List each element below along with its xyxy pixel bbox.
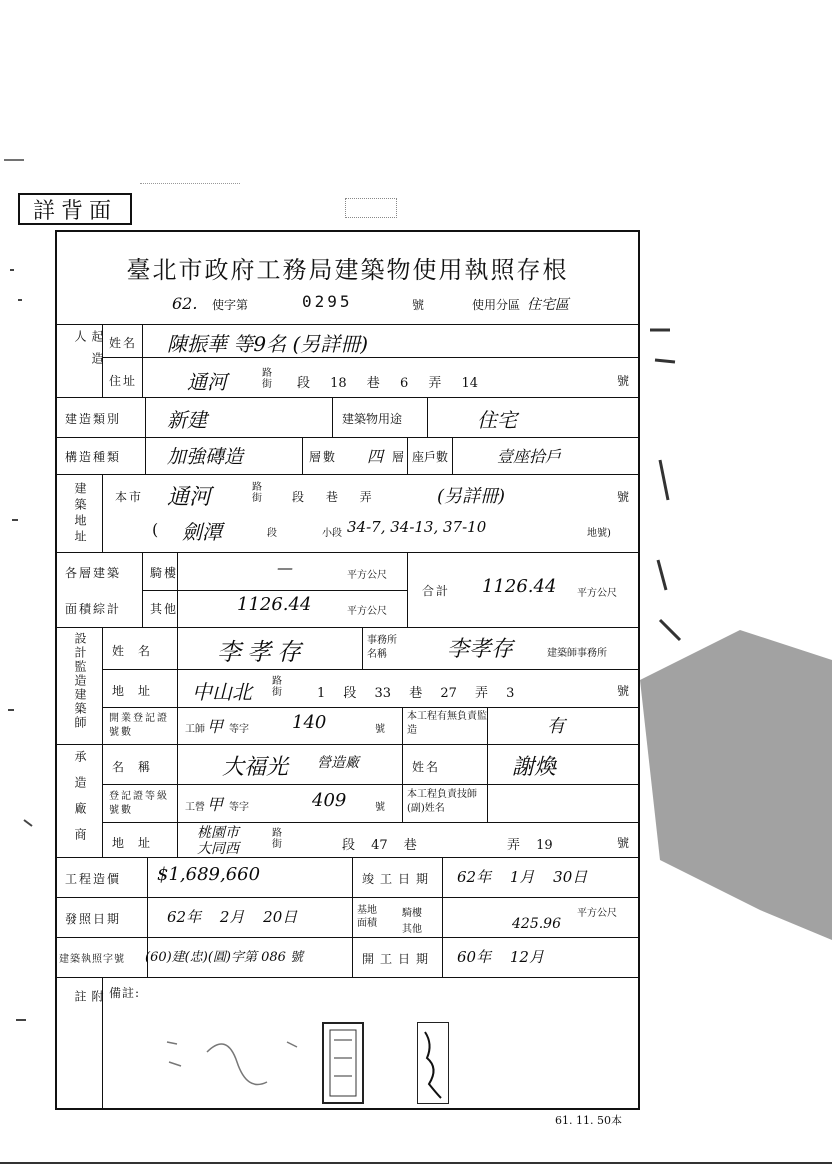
- contractor-addr-label: 地址: [112, 836, 165, 850]
- area-total-unit: 平方公尺: [577, 588, 617, 599]
- scan-noise: [140, 183, 240, 186]
- building-use-value: 住宅: [477, 408, 517, 432]
- signature-box: [417, 1022, 449, 1104]
- contractor-reg-label: 登記證等級號數: [109, 791, 169, 816]
- architect-office-value: 李孝存: [447, 637, 514, 662]
- scribble-marks: [157, 1022, 317, 1104]
- floor-unit: 層: [392, 450, 407, 464]
- base-area-label: 基地面積: [357, 905, 377, 929]
- site-section-label: 建築地址: [73, 482, 87, 546]
- structure-value: 加強磚造: [167, 446, 244, 468]
- site-street: 通河: [167, 485, 212, 510]
- building-use-label: 建築物用途: [342, 412, 403, 426]
- owner-addr-end: 號: [617, 374, 632, 388]
- page-bottom-rule: [0, 1162, 832, 1164]
- contractor-tech-label: 本工程負責技師(副)姓名: [407, 789, 477, 814]
- remarks-label: 備註:: [109, 986, 141, 1000]
- adjacent-page-smudge: [600, 300, 832, 1100]
- contractor-reg-grade: 甲: [207, 795, 224, 814]
- contractor-reg-no: 409: [312, 790, 347, 811]
- structure-label: 構造種類: [65, 450, 122, 464]
- units-label: 座戶數: [412, 450, 449, 464]
- area-total-label: 合計: [422, 584, 451, 598]
- license-form: [55, 230, 640, 1110]
- architect-section-label: 設計監造建築師: [73, 632, 87, 730]
- contractor-reg-word: 等字: [229, 802, 249, 813]
- architect-addr-label: 地址: [112, 684, 165, 698]
- site-duan: 段: [267, 528, 277, 539]
- contractor-name-label: 名稱: [112, 760, 165, 774]
- architect-addr-end: 號: [617, 684, 632, 698]
- architect-supervise-value: 有: [547, 716, 565, 737]
- site-road-street: 路 街: [252, 482, 262, 504]
- completion-label: 竣工日期: [362, 872, 435, 886]
- contractor-road-street: 路 街: [272, 828, 282, 850]
- issue-date-value: 62年 2月 20日: [167, 908, 298, 926]
- cost-label: 工程造價: [65, 872, 122, 886]
- license-number: 0295: [302, 292, 353, 311]
- contractor-reg-prefix: 工營: [185, 802, 205, 813]
- base-other-label: 其他: [402, 924, 422, 935]
- area-label-1: 各層建築: [65, 566, 122, 580]
- architect-reg-label: 開業登記證號數: [109, 713, 169, 738]
- architect-office-suffix: 建築師事務所: [547, 648, 607, 659]
- base-arcade-label: 騎樓: [402, 908, 422, 919]
- site-sub-open: (: [152, 520, 159, 539]
- site-small-sec: 小段: [322, 528, 342, 539]
- site-end: 號: [617, 490, 632, 504]
- smudge-graphic: [600, 300, 832, 1100]
- architect-name-value: 李孝存: [217, 638, 307, 666]
- owner-name-label: 姓名: [109, 336, 138, 350]
- start-date-value: 60年 12月: [457, 948, 544, 966]
- permit-value: (60)建(忠)(圓)字第 086 號: [145, 950, 304, 965]
- site-note: (另詳冊): [437, 486, 506, 507]
- building-category-value: 新建: [167, 408, 207, 432]
- architect-reg-word: 等字: [229, 724, 249, 735]
- floors-value: 四: [367, 447, 384, 466]
- base-area-unit: 平方公尺: [577, 908, 617, 919]
- contractor-type-value: 營造廠: [317, 755, 359, 771]
- architect-reg-no: 140: [292, 712, 327, 733]
- owner-section-label: 起造人: [73, 330, 104, 374]
- site-lots: 34-7, 34-13, 37-10: [347, 518, 487, 536]
- area-arcade-label: 騎樓: [150, 566, 179, 580]
- architect-reg-grade: 甲: [207, 717, 224, 736]
- architect-office-label: 事務所名稱: [367, 635, 397, 660]
- architect-road-street: 路 街: [272, 676, 282, 698]
- form-code: 61. 11. 50本: [555, 1114, 622, 1127]
- contractor-addr-end: 號: [617, 836, 632, 850]
- form-title: 臺北市政府工務局建築物使用執照存根: [126, 256, 569, 284]
- contractor-name-value: 大福光: [222, 755, 289, 780]
- contractor-reg-end: 號: [375, 802, 385, 813]
- contractor-person-label: 姓名: [412, 760, 441, 774]
- stamp-text: 詳背面: [32, 198, 117, 224]
- architect-reg-end: 號: [375, 724, 385, 735]
- scan-noise: [345, 198, 397, 218]
- start-date-label: 開工日期: [362, 952, 435, 966]
- area-arcade-unit: 平方公尺: [347, 570, 387, 581]
- completion-value: 62年 1月 30日: [457, 868, 588, 886]
- zone-value: 住宅區: [527, 297, 569, 313]
- base-area-value: 425.96: [512, 916, 561, 932]
- remarks-side-label: 附註: [73, 990, 104, 1082]
- permit-label: 建築執照字號: [59, 954, 125, 965]
- zone-label: 使用分區: [472, 298, 521, 312]
- area-total-value: 1126.44: [482, 576, 557, 597]
- contractor-section-label: 承造廠商: [73, 750, 87, 854]
- floors-label: 層數: [309, 450, 338, 464]
- units-value: 壹座拾戶: [497, 447, 562, 466]
- cost-value: $1,689,660: [157, 864, 261, 885]
- area-other-unit: 平方公尺: [347, 606, 387, 617]
- contractor-addr-rest: 段 47 巷: [342, 838, 417, 853]
- owner-addr-street: 通河: [187, 370, 227, 394]
- signature-graphic: [419, 1024, 447, 1102]
- site-lot-end: 地號): [587, 528, 611, 539]
- area-label-2: 面積綜計: [65, 602, 122, 616]
- building-category-label: 建造類別: [65, 412, 122, 426]
- owner-addr-label: 住址: [109, 374, 138, 388]
- area-other-label: 其他: [150, 602, 179, 616]
- margin-marks: [0, 150, 50, 1050]
- area-arcade-value: —: [277, 558, 293, 577]
- architect-addr-road: 中山北: [192, 680, 252, 704]
- owner-name-value: 陳振華 等9名 (另詳冊): [167, 332, 369, 356]
- issue-date-label: 發照日期: [65, 912, 122, 926]
- contractor-addr-road: 大同西: [197, 841, 239, 857]
- contractor-addr-lane: 弄 19: [507, 838, 553, 853]
- seal-graphic: [328, 1028, 358, 1098]
- license-suffix: 號: [412, 298, 425, 312]
- owner-addr-rest: 段 18 巷 6 弄 14: [297, 376, 479, 391]
- official-seal: [322, 1022, 364, 1104]
- license-number-row: [167, 292, 637, 316]
- margin-marks-graphic: [0, 150, 50, 1050]
- area-other-value: 1126.44: [237, 594, 312, 615]
- architect-name-label: 姓名: [112, 644, 165, 658]
- site-city: 本市: [115, 490, 144, 504]
- owner-road-street: 路 街: [262, 368, 272, 390]
- contractor-person-value: 謝煥: [512, 755, 557, 780]
- architect-reg-prefix: 工師: [185, 724, 205, 735]
- license-prefix: 使字第: [212, 298, 249, 312]
- license-year: 62.: [172, 294, 198, 313]
- scribble-graphic: [157, 1022, 317, 1104]
- architect-addr-rest: 1 段 33 巷 27 弄 3: [317, 686, 515, 701]
- site-district: 劍潭: [182, 520, 222, 544]
- site-rest: 段 巷 弄: [292, 490, 372, 504]
- architect-supervise-label: 本工程有無負責監造: [407, 711, 487, 736]
- contractor-addr-city: 桃園市: [197, 825, 239, 841]
